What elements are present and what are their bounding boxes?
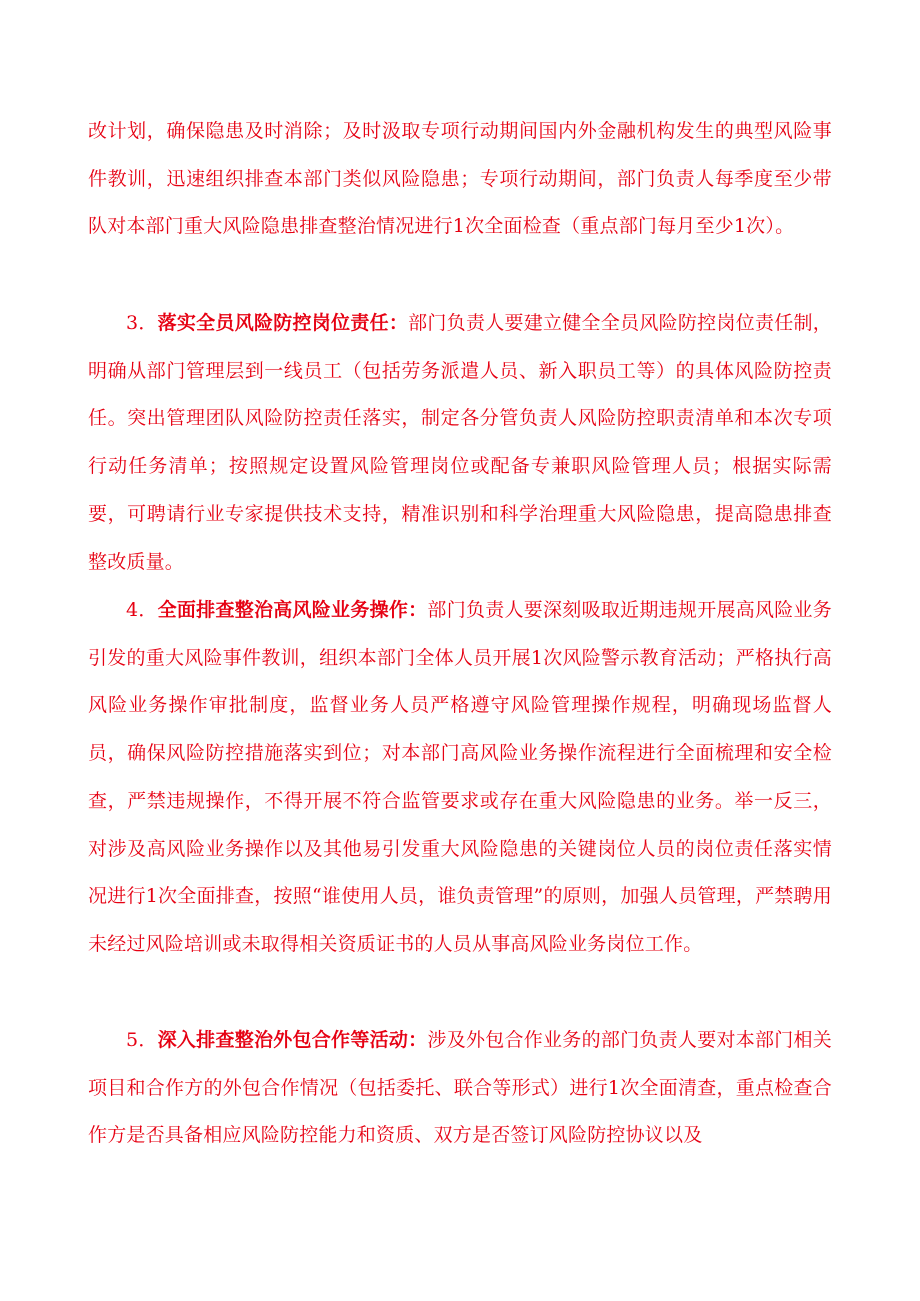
paragraph-item-4 [88,587,832,969]
paragraph-body: 部门负责人要建立健全全员风险防控岗位责任制，明确从部门管理层到一线员工（包括劳务派遣人员、新入职员工等）的具体风险防控责任。突出管理团队风险防控责任落实，制定各分管负责人风险防控职责清单和本次专项行动任务清单；按照规定设置风险管理岗位或配备专兼职风险管理人员；根据实际需要，可聘请行业专家提供技术支持，精准识别和科学治理重大风险隐患，提高隐患排查整改质量。 [88,312,832,573]
paragraph-continuation [88,108,832,251]
paragraph-item-3 [88,300,832,586]
paragraph-item-5 [88,1017,832,1160]
paragraph-body: 改计划，确保隐患及时消除；及时汲取专项行动期间国内外金融机构发生的典型风险事件教训，迅速组织排查本部门类似风险隐患；专项行动期间，部门负责人每季度至少带队对本部门重大风险隐患排查整治情况进行1次全面检查（重点部门每月至少1次）。 [88,120,832,238]
item-heading: 深入排查整治外包合作等活动： [157,1029,428,1051]
item-heading: 落实全员风险防控岗位责任： [157,312,409,334]
item-number: 4． [126,599,158,621]
item-number: 5． [126,1029,158,1051]
paragraph-body: 涉及外包合作业务的部门负责人要对本部门相关项目和合作方的外包合作情况（包括委托、联合等形式）进行1次全面清查，重点检查合作方是否具备相应风险防控能力和资质、双方是否签订风险防控协议以及 [88,1029,833,1147]
item-number: 3． [126,312,158,334]
item-heading: 全面排查整治高风险业务操作： [157,599,428,621]
paragraph-body: 部门负责人要深刻吸取近期违规开展高风险业务引发的重大风险事件教训，组织本部门全体人员开展1次风险警示教育活动；严格执行高风险业务操作审批制度，监督业务人员严格遵守风险管理操作规程，明确现场监督人员，确保风险防控措施落实到位；对本部门高风险业务操作流程进行全面梳理和安全检查，严禁违规操作，不得开展不符合监管要求或存在重大风险隐患的业务。举一反三，对涉及高风险业务操作以及其他易引发重大风险隐患的关键岗位人员的岗位责任落实情况进行1次全面排查，按照“谁使用人员，谁负责管理”的原则，加强人员管理，严禁聘用未经过风险培训或未取得相关资质证书的人员从事高风险业务岗位工作。 [88,599,833,955]
